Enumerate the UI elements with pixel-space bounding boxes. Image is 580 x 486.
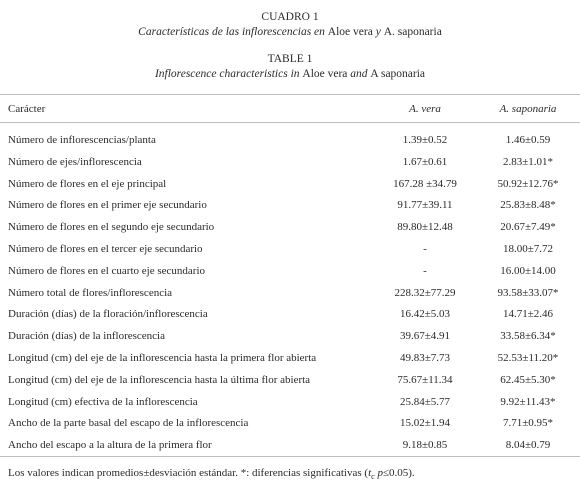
- row-a-saponaria: 16.00±14.00: [500, 264, 556, 277]
- row-character: Número de flores en el eje principal: [8, 177, 167, 190]
- cuadro-title: Características de las inflorescencias en Aloe vera y A. saponaria: [138, 26, 442, 38]
- row-a-saponaria: 50.92±12.76*: [497, 177, 559, 190]
- table-header-rule: [0, 122, 580, 123]
- row-character: Número de ejes/inflorescencia: [8, 155, 142, 168]
- row-a-saponaria: 8.04±0.79: [505, 439, 551, 452]
- table-row: [0, 371, 580, 389]
- row-a-vera: 1.39±0.52: [402, 134, 448, 146]
- header-a-vera: A. vera: [409, 103, 441, 115]
- table-row: [0, 196, 580, 214]
- table-row: [0, 327, 580, 345]
- row-a-saponaria: 2.83±1.01*: [502, 155, 554, 168]
- row-a-vera: 16.42±5.03: [399, 308, 451, 321]
- row-a-vera: 1.67±0.61: [402, 155, 448, 168]
- row-character: Número de flores en el segundo eje secundario: [8, 221, 215, 234]
- table-row: [0, 175, 580, 193]
- header-a-saponaria: A. saponaria: [499, 103, 557, 115]
- row-a-saponaria: 52.53±11.20*: [497, 352, 559, 364]
- row-a-vera: 9.18±0.85: [402, 439, 448, 452]
- table-label: TABLE 1: [267, 53, 313, 65]
- row-character: Longitud (cm) del eje de la inflorescencia hasta la última flor abierta: [8, 373, 311, 386]
- row-a-saponaria: 20.67±7.49*: [500, 221, 556, 234]
- row-a-saponaria: 9.92±11.43*: [500, 395, 556, 408]
- row-character: Número de flores en el cuarto eje secundario: [8, 264, 205, 277]
- row-character: Número total de flores/inflorescencia: [8, 286, 173, 299]
- row-a-saponaria: 1.46±0.59: [505, 134, 551, 146]
- row-character: Longitud (cm) del eje de la inflorescencia hasta la primera flor abierta: [8, 352, 317, 364]
- table-row: [0, 218, 580, 236]
- table-bottom-rule: [0, 456, 580, 457]
- table-row: [0, 305, 580, 323]
- table-row: [0, 240, 580, 258]
- row-a-saponaria: 25.83±8.48*: [500, 199, 556, 212]
- row-a-saponaria: 7.71±0.95*: [502, 417, 554, 430]
- header-character: Carácter: [8, 103, 46, 115]
- row-a-vera: 228.32±77.29: [394, 286, 456, 299]
- row-character: Duración (días) de la floración/inflorescencia: [8, 308, 208, 321]
- table-title: Inflorescence characteristics in Aloe vera and A saponaria: [154, 68, 426, 80]
- row-a-vera: -: [423, 264, 427, 277]
- table-row: [0, 349, 580, 367]
- table-row: [0, 284, 580, 302]
- row-a-vera: 15.02±1.94: [399, 417, 451, 430]
- table-header: [0, 100, 580, 118]
- row-character: Ancho del escapo a la altura de la primera flor: [8, 439, 212, 452]
- cuadro-label: CUADRO 1: [261, 11, 319, 23]
- table-row: [0, 414, 580, 432]
- row-a-vera: 89.80±12.48: [397, 221, 453, 234]
- table-row: [0, 153, 580, 171]
- row-a-vera: -: [423, 243, 427, 255]
- table-row: [0, 393, 580, 411]
- row-a-vera: 39.67±4.91: [399, 330, 451, 343]
- table-row: [0, 262, 580, 280]
- footnote: Los valores indican promedios±desviación estándar. *: diferencias significativas ($t_c$ p≤0.05).: [8, 467, 415, 482]
- row-a-vera: 91.77±39.11: [397, 199, 453, 212]
- row-a-saponaria: 93.58±33.07*: [497, 286, 559, 299]
- row-character: Número de inflorescencias/planta: [8, 134, 156, 146]
- row-a-vera: 25.84±5.77: [399, 395, 451, 408]
- row-character: Duración (días) de la inflorescencia: [8, 330, 165, 343]
- row-character: Longitud (cm) efectiva de la inflorescencia: [8, 395, 198, 408]
- row-a-vera: 75.67±11.34: [397, 373, 453, 386]
- row-a-saponaria: 14.71±2.46: [502, 308, 554, 321]
- row-a-saponaria: 18.00±7.72: [502, 243, 554, 255]
- table-top-rule: [0, 94, 580, 95]
- row-character: Ancho de la parte basal del escapo de la inflorescencia: [8, 417, 249, 430]
- table-row: [0, 131, 580, 149]
- row-character: Número de flores en el tercer eje secundario: [8, 243, 203, 255]
- row-character: Número de flores en el primer eje secundario: [8, 199, 207, 212]
- row-a-vera: 49.83±7.73: [399, 352, 451, 364]
- row-a-vera: 167.28 ±34.79: [393, 177, 457, 190]
- table-row: [0, 436, 580, 454]
- row-a-saponaria: 33.58±6.34*: [500, 330, 556, 343]
- row-a-saponaria: 62.45±5.30*: [500, 373, 556, 386]
